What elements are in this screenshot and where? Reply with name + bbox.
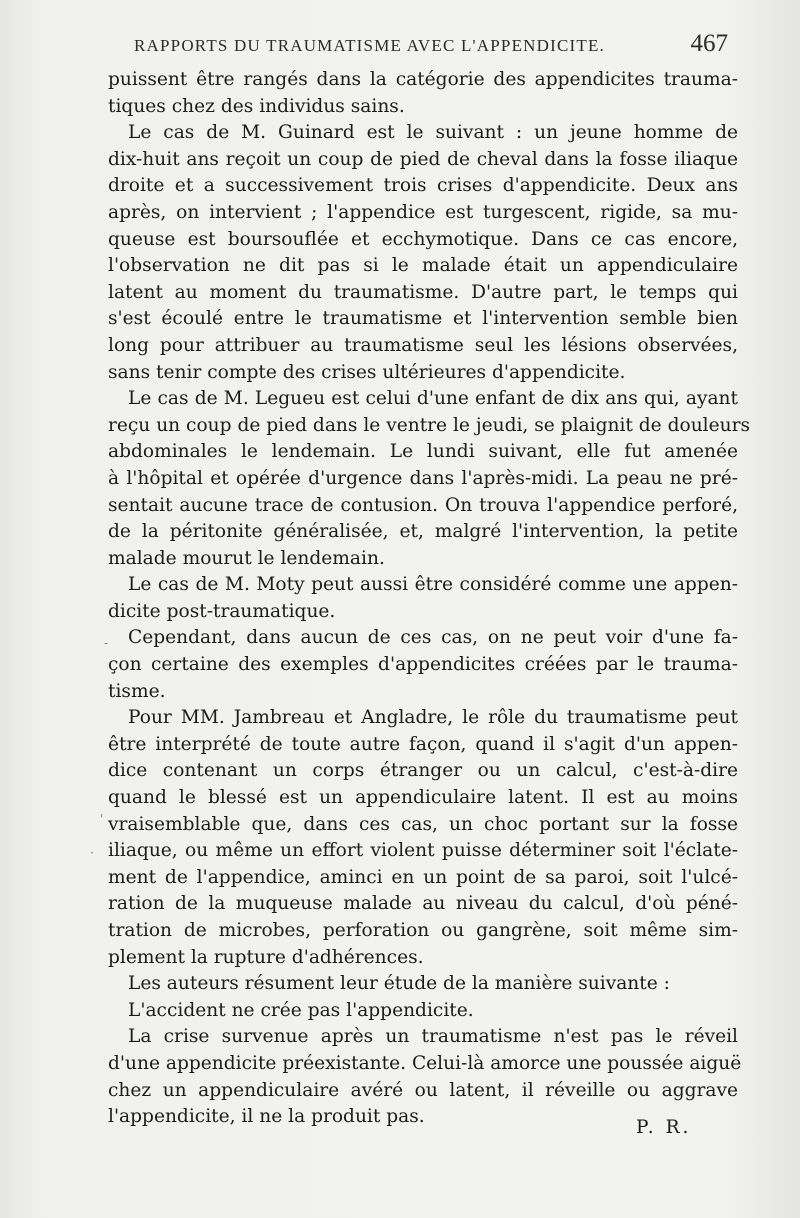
text-line: long pour attribuer au traumatisme seul les lésions observées, bbox=[108, 334, 738, 356]
margin-dash: - bbox=[104, 636, 109, 650]
text-line: l'observation ne dit pas si le malade était un appendiculaire bbox=[108, 255, 738, 277]
text-line: Pour MM. Jambreau et Angladre, le rôle du traumatisme peut bbox=[128, 707, 738, 729]
text-line: à l'hôpital et opérée d'urgence dans l'après-midi. La peau ne pré- bbox=[108, 467, 738, 489]
text-line: Le cas de M. Legueu est celui d'une enfant de dix ans qui, ayant bbox=[128, 388, 738, 410]
text-line: dice contenant un corps étranger ou un calcul, c'est-à-dire bbox=[108, 760, 738, 782]
text-line: tration de microbes, perforation ou gangrène, soit même sim- bbox=[108, 920, 738, 941]
text-line: quand le blessé est un appendiculaire latent. Il est au moins bbox=[108, 787, 738, 809]
text-line: reçu un coup de pied dans le ventre le jeudi, se plaignit de douleurs bbox=[108, 414, 751, 436]
text-line: tiques chez des individus sains. bbox=[108, 95, 405, 117]
text-line: d'une appendicite préexistante. Celui-là amorce une poussée aiguë bbox=[108, 1052, 742, 1074]
body-text bbox=[108, 67, 751, 1131]
page-number: 467 bbox=[690, 30, 728, 57]
margin-dot: · bbox=[90, 846, 94, 860]
text-line: de la péritonite généralisée, et, malgré l'intervention, la petite bbox=[108, 521, 738, 543]
running-head: RAPPORTS DU TRAUMATISME AVEC L'APPENDICITE. bbox=[134, 36, 605, 55]
text-line: iliaque, ou même un effort violent puisse déterminer soit l'éclate- bbox=[108, 840, 738, 862]
text-line: vraisemblable que, dans ces cas, un choc portant sur la fosse bbox=[108, 813, 738, 835]
text-line: tisme. bbox=[108, 680, 166, 702]
text-line: droite et a successivement trois crises d'appendicite. Deux ans bbox=[108, 175, 738, 197]
text-line: Cependant, dans aucun de ces cas, on ne peut voir d'une fa- bbox=[128, 627, 738, 649]
text-line: Les auteurs résument leur étude de la manière suivante : bbox=[128, 973, 670, 995]
text-line: queuse est boursouflée et ecchymotique. Dans ce cas encore, bbox=[108, 228, 738, 250]
margin-tick: ' bbox=[100, 812, 104, 826]
page-header bbox=[108, 30, 728, 64]
text-line: latent au moment du traumatisme. D'autre part, le temps qui bbox=[108, 281, 738, 303]
text-line: puissent être rangés dans la catégorie des appendicites trauma- bbox=[108, 69, 738, 90]
author-signature: P. R. bbox=[636, 1117, 692, 1138]
text-line: s'est écoulé entre le traumatisme et l'intervention semble bien bbox=[108, 308, 738, 330]
text-line: L'accident ne crée pas l'appendicite. bbox=[128, 999, 474, 1021]
text-line: sans tenir compte des crises ultérieures d'appendicite. bbox=[108, 361, 626, 383]
text-line: chez un appendiculaire avéré ou latent, il réveille ou aggrave bbox=[108, 1079, 738, 1101]
text-line: l'appendicite, il ne la produit pas. bbox=[108, 1106, 425, 1128]
text-line: ration de la muqueuse malade au niveau du calcul, d'où péné- bbox=[108, 893, 738, 915]
text-line: Le cas de M. Moty peut aussi être considéré comme une appen- bbox=[128, 574, 738, 596]
text-line: être interprété de toute autre façon, quand il s'agit d'un appen- bbox=[108, 733, 738, 755]
text-line: malade mourut le lendemain. bbox=[108, 547, 385, 569]
text-line: çon certaine des exemples d'appendicites créées par le trauma- bbox=[108, 654, 738, 676]
text-line: dix-huit ans reçoit un coup de pied de cheval dans la fosse iliaque bbox=[108, 148, 738, 170]
text-line: sentait aucune trace de contusion. On trouva l'appendice perforé, bbox=[108, 494, 738, 516]
text-line: dicite post-traumatique. bbox=[108, 600, 336, 622]
text-line: ment de l'appendice, aminci en un point de sa paroi, soit l'ulcé- bbox=[108, 866, 738, 888]
text-line: après, on intervient ; l'appendice est turgescent, rigide, sa mu- bbox=[108, 201, 738, 223]
text-line: abdominales le lendemain. Le lundi suivant, elle fut amenée bbox=[108, 441, 738, 463]
text-line: Le cas de M. Guinard est le suivant : un jeune homme de bbox=[128, 122, 738, 144]
text-line: plement la rupture d'adhérences. bbox=[108, 946, 424, 968]
text-line: La crise survenue après un traumatisme n'est pas le réveil bbox=[128, 1026, 738, 1048]
